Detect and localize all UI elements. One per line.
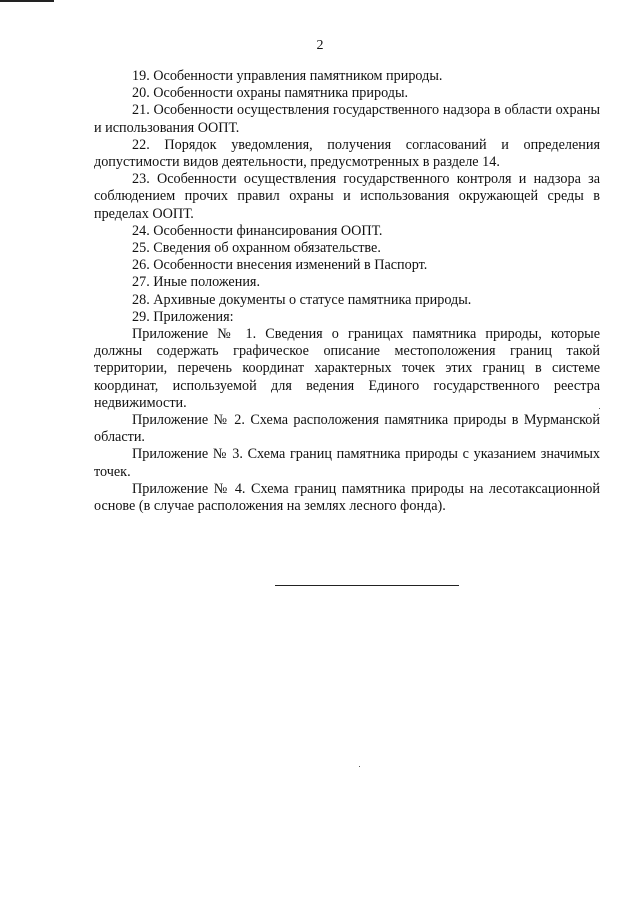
list-item: 24. Особенности финансирования ООПТ. — [132, 222, 383, 239]
scan-edge-mark — [0, 0, 54, 2]
list-item: 20. Особенности охраны памятника природы. — [132, 85, 409, 102]
end-separator-line — [275, 585, 459, 586]
list-item: 26. Особенности внесения изменений в Паспорт. — [132, 257, 428, 274]
list-item: 25. Сведения об охранном обязательстве. — [132, 240, 381, 257]
list-item: 23. Особенности осуществления государственного контроля и надзора за соблюдением прочих правил охраны и использования окружающей среды в пределах ООПТ. — [94, 171, 600, 222]
scan-speck — [599, 408, 600, 409]
list-item: 22. Порядок уведомления, получения согласований и определения допустимости видов деятельности, предусмотренных в разделе 14. — [94, 136, 600, 171]
appendix-item: Приложение № 2. Схема расположения памятника природы в Мурманской области. — [94, 412, 600, 446]
list-item: 27. Иные положения. — [132, 274, 260, 291]
list-item: 29. Приложения: — [132, 308, 234, 325]
appendix-item: Приложение № 3. Схема границ памятника природы с указанием значимых точек. — [94, 446, 600, 480]
appendix-item: Приложение № 4. Схема границ памятника природы на лесотаксационной основе (в случае расположения на землях лесного фонда). — [94, 480, 600, 515]
list-item: 21. Особенности осуществления государственного надзора в области охраны и использования ООПТ. — [94, 102, 600, 136]
document-body — [94, 68, 600, 515]
list-item: 19. Особенности управления памятником природы. — [132, 68, 443, 84]
appendix-item: Приложение № 1. Сведения о границах памятника природы, которые должны содержать графическое описание местоположения границ такой территории, перечень координат характерных точек этих границ в системе координат, используемой для ведения Единого государственного реестра недвижимости. — [94, 326, 600, 411]
list-item: 28. Архивные документы о статусе памятника природы. — [132, 291, 472, 308]
page-number: 2 — [316, 38, 324, 53]
scan-speck — [359, 766, 360, 767]
